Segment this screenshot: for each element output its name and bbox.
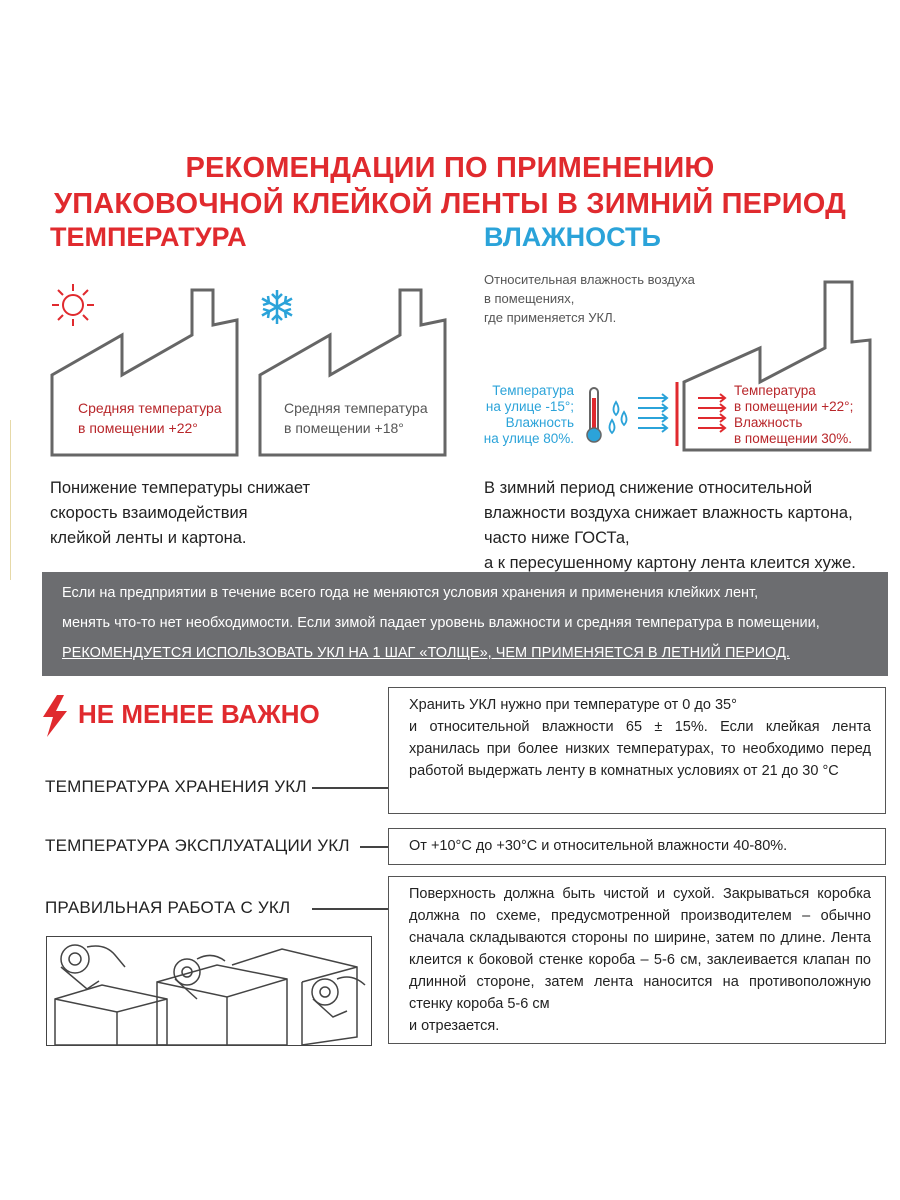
wind-arrows-icon <box>638 394 667 432</box>
humidity-intro-line3: где применяется УКЛ. <box>484 310 617 325</box>
temperature-description-line2: скорость взаимодействия <box>50 504 248 522</box>
banner-line3: РЕКОМЕНДУЕТСЯ ИСПОЛЬЗОВАТЬ УКЛ НА 1 ШАГ «ТОЛЩЕ», ЧЕМ ПРИМЕНЯЕТСЯ В ЛЕТНИЙ ПЕРИОД. <box>62 645 790 661</box>
proper-work-label: ПРАВИЛЬНАЯ РАБОТА С УКЛ <box>45 898 291 917</box>
storage-text-rest: и относительной влажности 65 ± 15%. Если клейкая лента хранилась при более низких температурах, то необходимо перед работой выдержать ленту в комнатных условиях от 21 до 30 °С <box>409 719 871 779</box>
proper-work-text-end: и отрезается. <box>409 1018 500 1034</box>
connector-line <box>360 846 388 848</box>
factory-warm-label-line2: в помещении +22° <box>78 420 198 436</box>
temperature-description <box>50 476 430 551</box>
humidity-description <box>484 476 884 576</box>
storage-text-line1: Хранить УКЛ нужно при температуре от 0 до 35° <box>409 697 737 713</box>
humidity-description-line2: влажности воздуха снижает влажность картона, <box>484 504 853 522</box>
operating-text: От +10°С до +30°С и относительной влажности 40-80%. <box>409 838 788 854</box>
page-title-line-2: УПАКОВОЧНОЙ КЛЕЙКОЙ ЛЕНТЫ В ЗИМНИЙ ПЕРИОД <box>53 188 847 220</box>
temperature-description-line1: Понижение температуры снижает <box>50 479 311 497</box>
inside-conditions <box>734 383 853 447</box>
storage-temperature-label: ТЕМПЕРАТУРА ХРАНЕНИЯ УКЛ <box>45 777 307 796</box>
sun-icon <box>52 284 94 326</box>
box-taping-drawing <box>47 937 372 1046</box>
banner-line2: менять что-то нет необходимости. Если зимой падает уровень влажности и средняя температура в помещении, <box>62 615 820 631</box>
lightning-icon <box>40 695 70 737</box>
page-title-line-1: РЕКОМЕНДАЦИИ ПО ПРИМЕНЕНИЮ <box>185 152 715 184</box>
factory-cool-label <box>284 398 428 438</box>
connector-line <box>312 787 388 789</box>
outside-temp-value: на улице -15°; <box>485 399 574 414</box>
factory-warm-label <box>78 398 222 438</box>
storage-temperature-box <box>388 687 886 814</box>
taping-illustration <box>46 936 372 1046</box>
proper-work-text: Поверхность должна быть чистой и сухой. Закрываться коробка должна по схеме, предусмотренной производителем – обычно сначала складываются стороны по ширине, затем по длине. Лента клеится к боковой стенке короба – 5-6 см, заклеивается клапан по длинной стороне, затем лента наносится на противоположную стенку короба 5-6 см <box>409 886 871 1012</box>
inside-humidity-value: в помещении 30%. <box>734 431 853 446</box>
snowflake-icon <box>262 290 292 324</box>
connector-line <box>312 908 388 910</box>
factory-cool-label-line2: в помещении +18° <box>284 420 404 436</box>
inside-humidity-label: Влажность <box>734 415 803 430</box>
operating-temperature-box <box>388 828 886 865</box>
humidity-description-line3: часто ниже ГОСТа, <box>484 529 630 547</box>
humidity-intro-line2: в помещениях, <box>484 291 575 306</box>
humidity-intro-line1: Относительная влажность воздуха <box>484 272 695 287</box>
recommendation-banner <box>42 572 888 676</box>
temperature-illustration <box>40 270 460 470</box>
outside-conditions <box>482 383 574 447</box>
operating-temperature-label: ТЕМПЕРАТУРА ЭКСПЛУАТАЦИИ УКЛ <box>45 836 350 855</box>
temperature-description-line3: клейкой ленты и картона. <box>50 529 247 547</box>
water-drops-icon <box>610 402 627 433</box>
thermometer-icon <box>587 388 601 442</box>
outside-humidity-label: Влажность <box>505 415 574 430</box>
temperature-heading: ТЕМПЕРАТУРА <box>50 222 247 252</box>
banner-line1: Если на предприятии в течение всего года не меняются условия хранения и применения клейких лент, <box>62 585 759 601</box>
proper-work-box <box>388 876 886 1044</box>
indoor-air-arrows-icon <box>698 394 725 432</box>
humidity-heading: ВЛАЖНОСТЬ <box>484 222 661 252</box>
inside-temp-value: в помещении +22°; <box>734 399 854 414</box>
humidity-description-line1: В зимний период снижение относительной <box>484 479 813 497</box>
edge-line <box>10 420 11 580</box>
outside-humidity-value: на улице 80%. <box>483 431 574 446</box>
factory-warm-label-line1: Средняя температура <box>78 400 222 416</box>
outside-temp-label: Температура <box>492 383 574 398</box>
important-heading: НЕ МЕНЕЕ ВАЖНО <box>78 699 320 729</box>
inside-temp-label: Температура <box>734 383 816 398</box>
humidity-description-line4: а к пересушенному картону лента клеится хуже. <box>484 554 856 572</box>
factory-cool-label-line1: Средняя температура <box>284 400 428 416</box>
